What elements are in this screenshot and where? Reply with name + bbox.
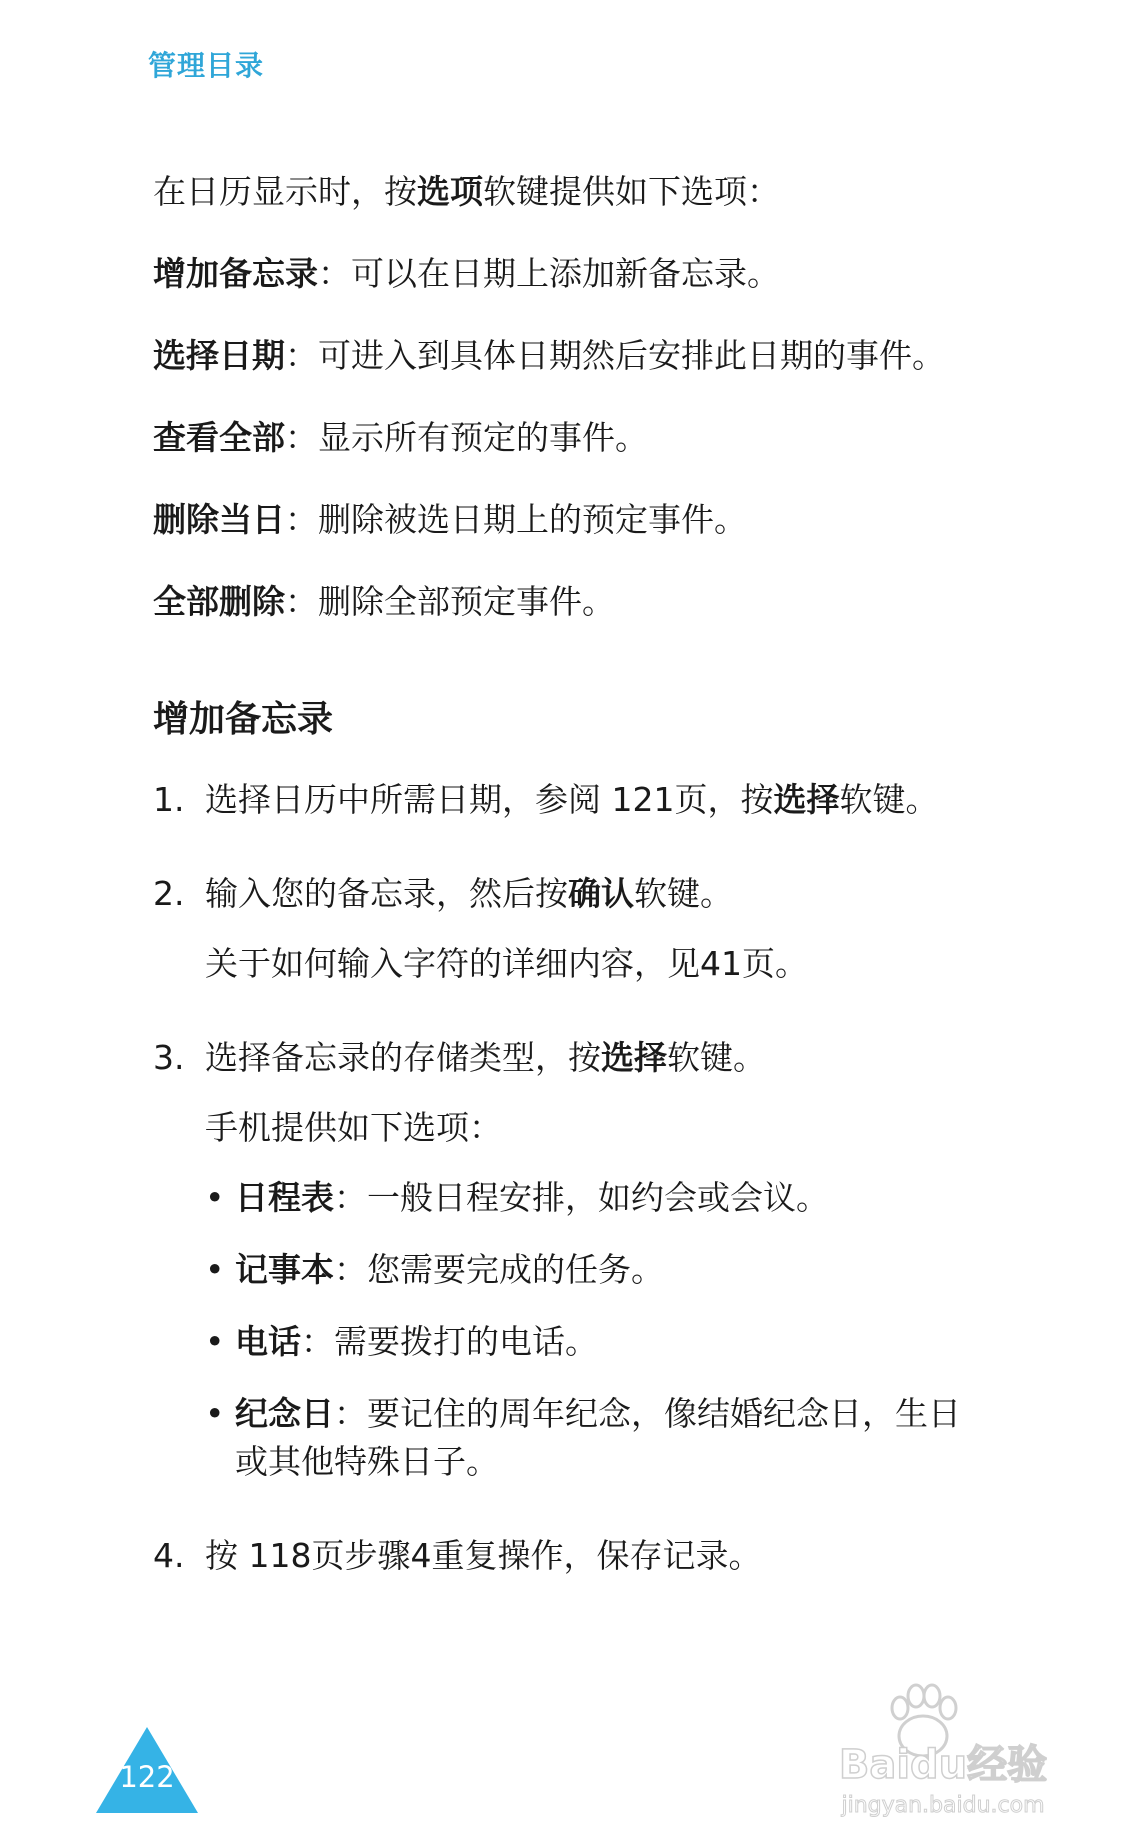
page-number: 122 (119, 1760, 175, 1794)
step-3 (153, 1034, 973, 1486)
option-add-memo: 增加备忘录：可以在日期上添加新备忘录。 (153, 254, 780, 293)
baidu-watermark-logo (808, 1672, 1078, 1822)
step-text: 按 118页步骤4重复操作，保存记录。 (205, 1536, 762, 1575)
bullet-icon: • (205, 1178, 225, 1217)
watermark-brand: Baidu经验 (838, 1742, 1048, 1788)
step-number: 4. (153, 1536, 185, 1575)
list-item: • 日程表：一般日程安排，如约会或会议。 (205, 1174, 973, 1222)
options-softkey-label: 选项 (417, 172, 483, 211)
step-number: 3. (153, 1038, 185, 1077)
list-item: • 记事本：您需要完成的任务。 (205, 1246, 973, 1294)
step-number: 1. (153, 780, 185, 819)
step-text: 选择备忘录的存储类型，按选择软键。 (205, 1038, 766, 1077)
step-note: 手机提供如下选项： (205, 1108, 502, 1147)
bullet-icon: • (205, 1394, 225, 1433)
option-view-all: 查看全部：显示所有预定的事件。 (153, 418, 648, 457)
watermark-url: jingyan.baidu.com (841, 1793, 1045, 1818)
step-text: 输入您的备忘录，然后按确认软键。 (205, 874, 733, 913)
option-select-date: 选择日期：可进入到具体日期然后安排此日期的事件。 (153, 336, 945, 375)
option-delete-all: 全部删除：删除全部预定事件。 (153, 582, 615, 621)
intro-paragraph: 在日历显示时，按选项软键提供如下选项： (153, 172, 780, 211)
page-content (153, 168, 973, 1626)
list-item: • 纪念日：要记住的周年纪念，像结婚纪念日，生日或其他特殊日子。 (205, 1390, 973, 1486)
step-2 (153, 870, 973, 988)
memo-type-list (205, 1174, 973, 1486)
step-number: 2. (153, 874, 185, 913)
section-header: 管理目录 (148, 49, 265, 82)
bullet-icon: • (205, 1250, 225, 1289)
list-item: • 电话：需要拨打的电话。 (205, 1318, 973, 1366)
section-title: 增加备忘录 (153, 699, 334, 740)
option-delete-day: 删除当日：删除被选日期上的预定事件。 (153, 500, 747, 539)
step-text: 选择日历中所需日期，参阅 121页，按选择软键。 (205, 780, 939, 819)
step-note: 关于如何输入字符的详细内容，见41页。 (205, 944, 808, 983)
step-4 (153, 1532, 973, 1580)
step-1 (153, 776, 973, 824)
bullet-icon: • (205, 1322, 225, 1361)
